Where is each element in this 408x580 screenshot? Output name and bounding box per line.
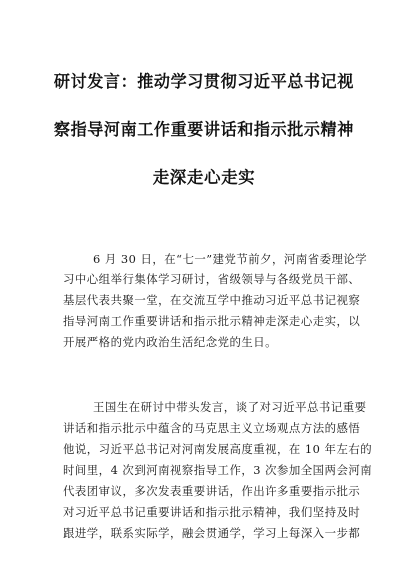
paragraph-2-line-2: 讲话和指示批示中蕴含的马克思主义立场观点方法的感悟	[63, 421, 361, 435]
paragraph-1-line-3: 基层代表共聚一堂，在交流互学中推动习近平总书记视察	[63, 293, 361, 307]
paragraph-2-line-1: 王国生在研讨中带头发言，谈了对习近平总书记重要	[93, 400, 367, 414]
paragraph-2-line-7: 跟进学，联系实际学，融会贯通学，学习上每深入一步都	[63, 526, 361, 540]
paragraph-1-line-5: 开展严格的党内政治生活纪念党的生日。	[63, 335, 278, 349]
paragraph-2-line-4: 时间里，4 次到河南视察指导工作，3 次参加全国两会河南	[63, 463, 373, 477]
paragraph-2-line-6: 对习近平总书记重要讲话和指示批示精神，我们坚持及时	[63, 505, 361, 519]
document-title-line-1: 研讨发言：推动学习贯彻习近平总书记视	[54, 72, 354, 91]
paragraph-1-line-4: 指导河南工作重要讲话和指示批示精神走深走心走实，以	[63, 314, 361, 328]
paragraph-1-line-1: 6 月 30 日，在“七一”建党节前夕，河南省委理论学	[93, 252, 368, 266]
document-title-line-2: 察指导河南工作重要讲话和指示批示精神	[54, 120, 354, 139]
document-title-line-3: 走深走心走实	[152, 168, 256, 187]
paragraph-1-line-2: 习中心组举行集体学习研讨，省级领导与各级党员干部、	[63, 272, 361, 286]
paragraph-2-line-3: 他说，习近平总书记对河南发展高度重视，在 10 年左右的	[63, 442, 373, 456]
paragraph-2-line-5: 代表团审议，多次发表重要讲话，作出许多重要指示批示	[63, 484, 361, 498]
